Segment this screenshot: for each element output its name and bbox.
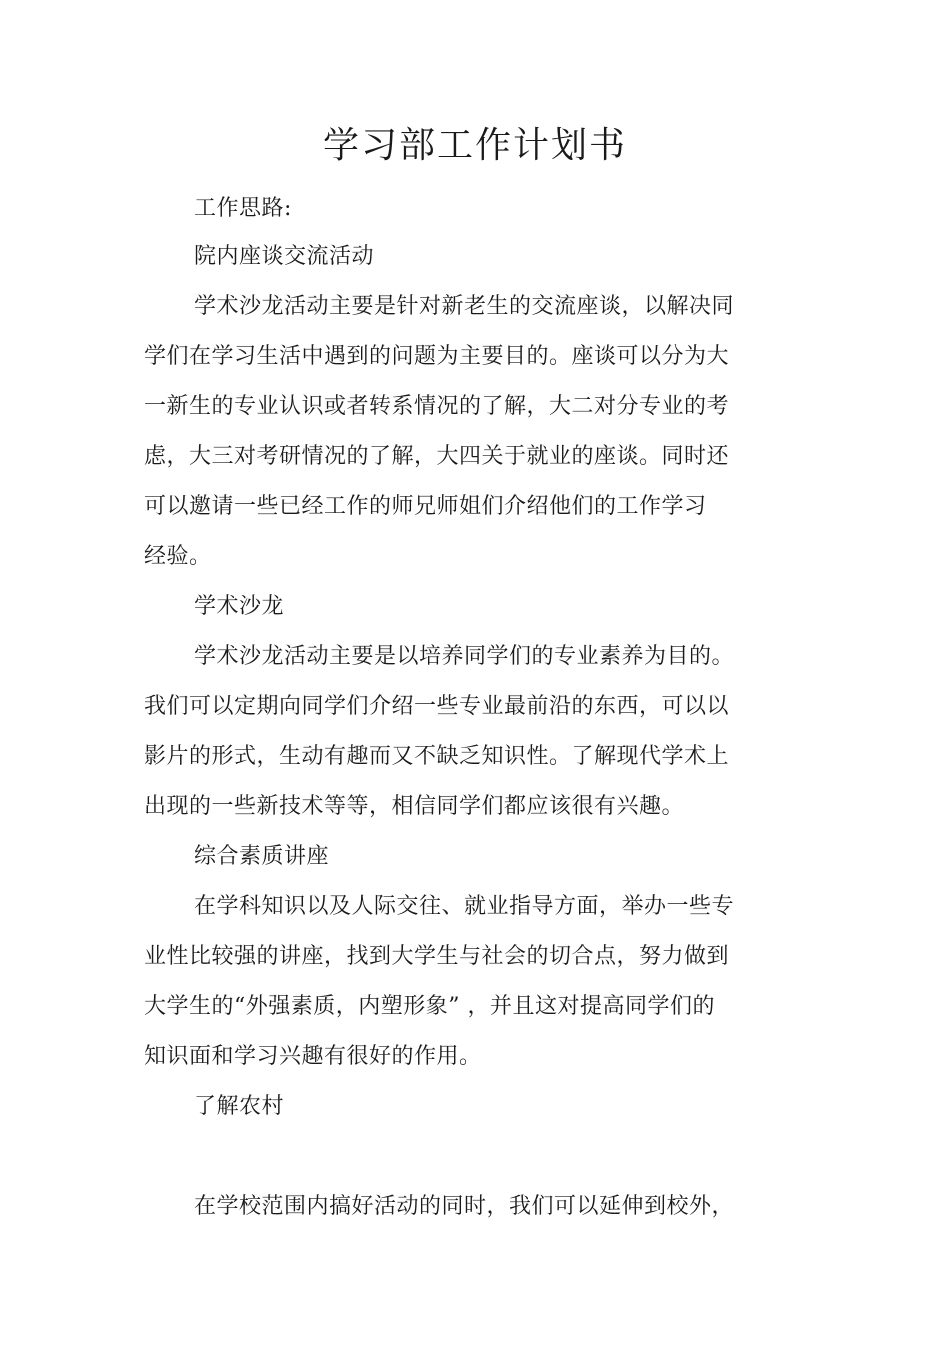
paragraph-line: 在学校范围内搞好活动的同时，我们可以延伸到校外， <box>194 1194 735 1219</box>
paragraph-line: 知识面和学习兴趣有很好的作用。 <box>144 1044 482 1069</box>
paragraph-line: 一新生的专业认识或者转系情况的了解，大二对分专业的考 <box>144 394 730 419</box>
paragraph-line: 学们在学习生活中遇到的问题为主要目的。座谈可以分为大 <box>144 344 730 369</box>
section-heading-lecture: 综合素质讲座 <box>194 844 330 869</box>
paragraph-line: 我们可以定期向同学们介绍一些专业最前沿的东西，可以以 <box>144 694 730 719</box>
paragraph-line: 经验。 <box>144 544 212 569</box>
section-heading-countryside: 了解农村 <box>194 1094 285 1119</box>
section-heading-salon: 学术沙龙 <box>194 594 285 619</box>
paragraph-line: 大学生的“外强素质，内塑形象” ，并且这对提高同学们的 <box>144 994 715 1019</box>
paragraph-line: 在学科知识以及人际交往、就业指导方面，举办一些专 <box>194 894 735 919</box>
section-heading-seminar: 院内座谈交流活动 <box>194 244 375 269</box>
paragraph-line: 可以邀请一些已经工作的师兄师姐们介绍他们的工作学习 <box>144 494 707 519</box>
paragraph-line: 出现的一些新技术等等，相信同学们都应该很有兴趣。 <box>144 794 685 819</box>
paragraph-line: 影片的形式，生动有趣而又不缺乏知识性。了解现代学术上 <box>144 744 730 769</box>
paragraph-line: 学术沙龙活动主要是针对新老生的交流座谈，以解决同 <box>194 294 735 319</box>
paragraph-line: 业性比较强的讲座，找到大学生与社会的切合点，努力做到 <box>144 944 730 969</box>
section-label-work-ideas: 工作思路: <box>194 196 292 221</box>
document-title: 学习部工作计划书 <box>322 125 627 166</box>
paragraph-line: 学术沙龙活动主要是以培养同学们的专业素养为目的。 <box>194 644 735 669</box>
paragraph-line: 虑，大三对考研情况的了解，大四关于就业的座谈。同时还 <box>144 444 730 469</box>
